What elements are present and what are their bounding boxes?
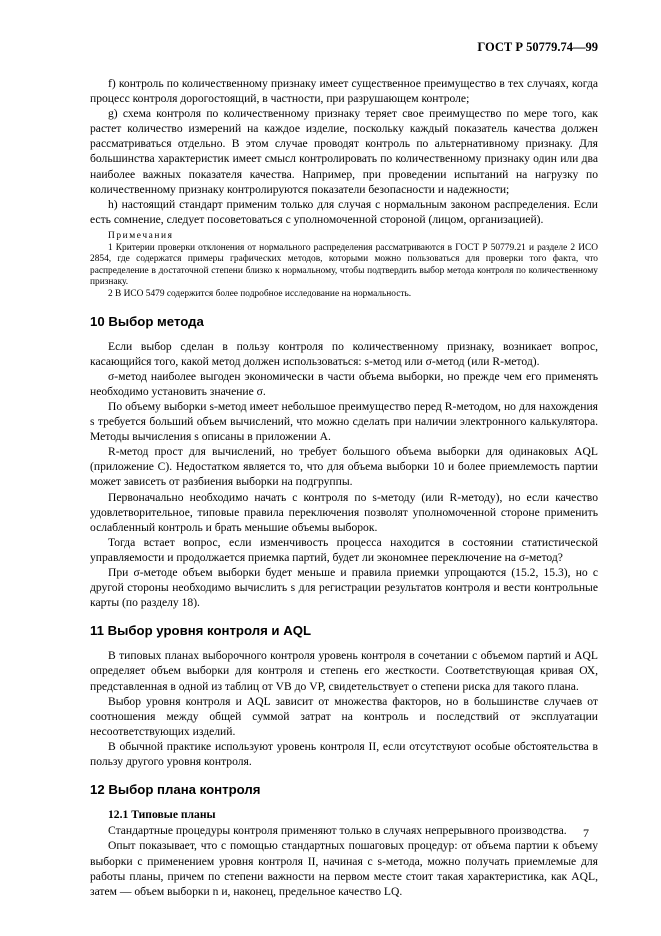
paragraph: Опыт показывает, что с помощью стандартных пошаговых процедур: от объема партии к объему выборки с применением уровня контроля II, начиная с s-метода, можно получать приемлемые для работы планы, причем по степени важности на первом месте стоит такая характеристика, как AQL, затем — объем выборки n и, наконец, предельное качество LQ. xyxy=(90,839,598,898)
paragraph: По объему выборки s-метод имеет небольшое преимущество перед R-методом, но для нахождения s требуется больший объем вычислений, что можно сделать при наличии электронного калькулятора. Методы вычисления s описаны в приложении А. xyxy=(90,399,598,444)
list-item-g: g) схема контроля по количественному признаку теряет свое преимущество по мере того, как растет количество измерений на каждое изделие, поскольку каждый показатель качества должен рассматриваться отдельно. В этом случае проводят контроль по альтернативному признаку. Для большинства характеристик имеет смысл контролировать по количественному признаку один или два наиболее важных показателя качества. Например, при проведении испытаний на нагрузку по количественному признаку контролируются показатели безопасности и надежности; xyxy=(90,107,598,196)
paragraph: Если выбор сделан в пользу контроля по количественному признаку, возникает вопрос, касающийся того, какой метод должен использоваться: s-метод или σ-метод (или R-метод). xyxy=(90,339,598,368)
list-item-h: h) настоящий стандарт применим только для случая с нормальным законом распределения. Если есть сомнение, следует посоветоваться с уполномоченной стороной (лицом, организацией). xyxy=(90,197,598,226)
paragraph: В обычной практике используют уровень контроля II, если отсутствуют особые обстоятельства в пользу другого уровня контроля. xyxy=(90,739,598,769)
paragraph: R-метод прост для вычислений, но требует большого объема выборки для одинаковых AQL (приложение С). Недостатком является то, что для объема выборки 10 и более приемлемость партии может зависеть от разбиения выборки на подгруппы. xyxy=(90,445,598,489)
subsection-12-1-heading: 12.1 Типовые планы xyxy=(108,808,216,822)
paragraph: Выбор уровня контроля и AQL зависит от множества факторов, но в большинстве случаев от соотношения между общей суммой затрат на контроль и последствий от эксплуатации несоответствующих изделий. xyxy=(90,694,598,738)
paragraph: При σ-методе объем выборки будет меньше и правила приемки упрощаются (15.2, 15.3), но с другой стороны необходимо вычислить s для регистрации результатов контроля и вести контрольные карты (по разделу 18). xyxy=(90,566,598,610)
section-11-heading: 11 Выбор уровня контроля и AQL xyxy=(90,623,312,639)
document-header: ГОСТ Р 50779.74—99 xyxy=(477,40,598,54)
notes-title: Примечания xyxy=(108,230,174,241)
note-item: 1 Критерии проверки отклонения от нормального распределения рассматриваются в ГОСТ Р 50779.21 и разделе 2 ИСО 2854, где содержатся примеры графических методов, которыми можно пользоваться для проверки того факта, что распределение в достаточной степени близко к нормальному, чтобы подтвердить выбор метода контроля по количественному признаку. xyxy=(90,242,598,288)
paragraph: Стандартные процедуры контроля применяют только в случаях непрерывного производства. xyxy=(108,824,567,838)
paragraph: В типовых планах выборочного контроля уровень контроля в сочетании с объемом партий и AQL определяет объем выборки для контроля и степень его жесткости. Соответствующая кривая ОХ, представленная в одной из таблиц от VB до VP, свидетельствует о степени риска для такого плана. xyxy=(90,649,598,693)
paragraph: Тогда встает вопрос, если изменчивость процесса находится в состоянии статистической управляемости и продолжается приемка партий, будет ли экономнее переключение на σ-метод? xyxy=(90,535,598,564)
page-content xyxy=(90,76,598,899)
page-number: 7 xyxy=(583,826,589,840)
notes-block xyxy=(90,231,598,301)
section-12-heading: 12 Выбор плана контроля xyxy=(90,782,261,798)
paragraph: σ-метод наиболее выгоден экономически в части объема выборки, но прежде чем его применять необходимо установить значение σ. xyxy=(90,369,598,398)
note-item: 2 В ИСО 5479 содержится более подробное исследование на нормальность. xyxy=(108,288,412,299)
section-10-heading: 10 Выбор метода xyxy=(90,313,204,329)
list-item-f: f) контроль по количественному признаку имеет существенное преимущество в тех случаях, когда процесс контроля дорогостоящий, в частности, при разрушающем контроле; xyxy=(90,77,598,106)
paragraph: Первоначально необходимо начать с контроля по s-методу (или R-методу), но если качество удовлетворительное, типовые правила переключения позволят уполномоченной стороне применить ослабленный контроль и брать меньшие объемы выборок. xyxy=(90,490,598,534)
